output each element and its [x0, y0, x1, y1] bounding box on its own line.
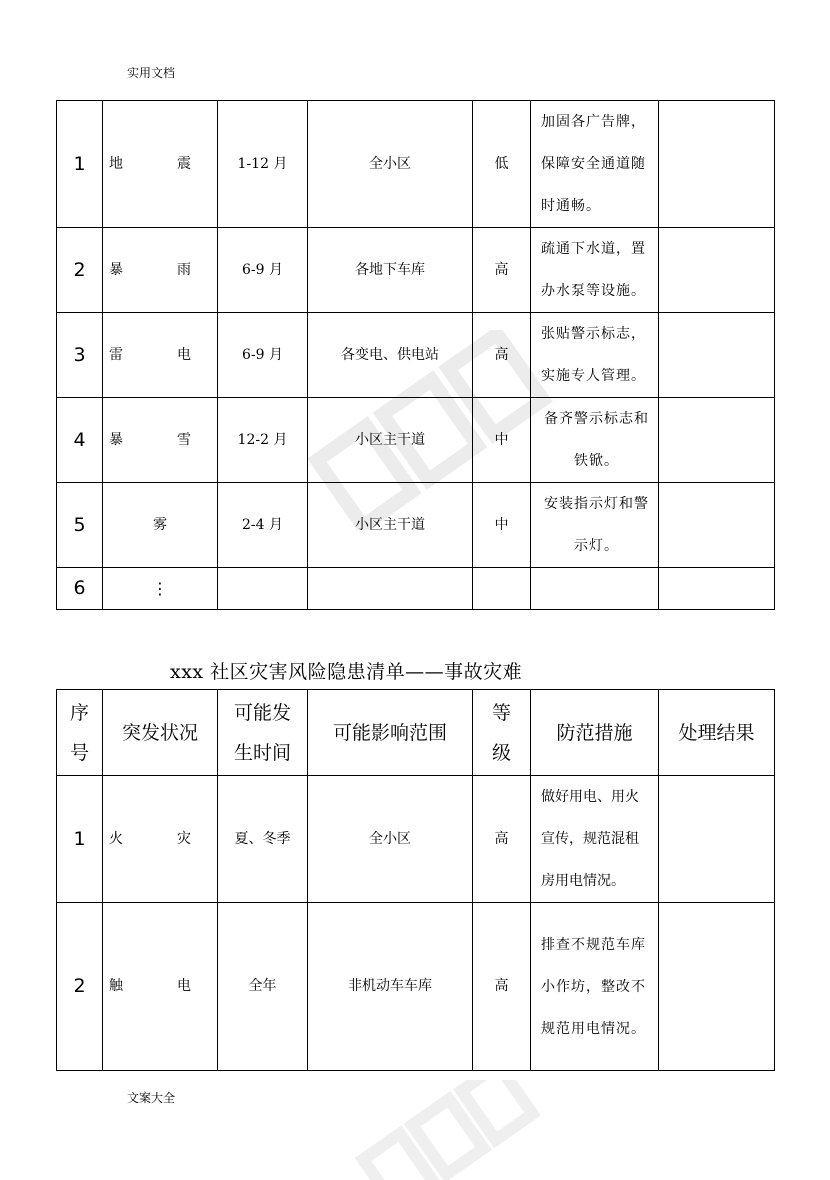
time-cell: 6-9 月 — [218, 228, 308, 313]
scope-cell: 各地下车库 — [308, 228, 473, 313]
time-cell: 1-12 月 — [218, 101, 308, 228]
measure-cell: 安装指示灯和警示灯。 — [531, 483, 659, 568]
table-title: xxx 社区灾害风险隐患清单——事故灾难 — [170, 661, 523, 683]
level-cell: 低 — [473, 101, 531, 228]
event-cell: 雾 — [103, 483, 218, 568]
event-cell: 触 电 — [103, 903, 218, 1071]
row-number: 5 — [57, 483, 103, 568]
result-cell — [659, 101, 775, 228]
scope-cell: 全小区 — [308, 101, 473, 228]
measure-cell: 张贴警示标志，实施专人管理。 — [531, 313, 659, 398]
watermark-logo — [340, 1080, 540, 1180]
result-cell — [659, 903, 775, 1071]
table-row — [57, 101, 775, 228]
scope-cell: 小区主干道 — [308, 398, 473, 483]
table-row — [57, 776, 775, 903]
row-number: 3 — [57, 313, 103, 398]
result-cell — [659, 483, 775, 568]
row-number: 1 — [57, 776, 103, 903]
time-cell: 6-9 月 — [218, 313, 308, 398]
row-number: 6 — [57, 568, 103, 610]
event-cell: 火 灾 — [103, 776, 218, 903]
scope-cell — [308, 568, 473, 610]
page-header: 实用文档 — [127, 66, 176, 80]
scope-cell: 非机动车车库 — [308, 903, 473, 1071]
result-cell — [659, 776, 775, 903]
measure-cell: 疏通下水道，置办水泵等设施。 — [531, 228, 659, 313]
measure-cell: 加固各广告牌，保障安全通道随时通畅。 — [531, 101, 659, 228]
result-cell — [659, 228, 775, 313]
level-cell: 高 — [473, 776, 531, 903]
level-cell: 高 — [473, 903, 531, 1071]
row-number: 2 — [57, 903, 103, 1071]
table-row — [57, 568, 775, 610]
measure-cell: 做好用电、用火宣传，规范混租房用电情况。 — [531, 776, 659, 903]
event-cell: ⋮ — [103, 568, 218, 610]
row-number: 1 — [57, 101, 103, 228]
hazard-table-natural — [56, 100, 775, 610]
measure-cell: 排查不规范车库小作坊，整改不规范用电情况。 — [531, 903, 659, 1071]
table-row — [57, 903, 775, 1071]
time-cell: 12-2 月 — [218, 398, 308, 483]
time-cell — [218, 568, 308, 610]
event-cell: 雷 电 — [103, 313, 218, 398]
header-time: 可能发生时间 — [218, 690, 308, 776]
time-cell: 夏、冬季 — [218, 776, 308, 903]
table-row — [57, 483, 775, 568]
level-cell: 高 — [473, 313, 531, 398]
header-row — [57, 690, 775, 776]
time-cell: 全年 — [218, 903, 308, 1071]
page-footer: 文案大全 — [127, 1091, 176, 1105]
level-cell: 中 — [473, 483, 531, 568]
result-cell — [659, 568, 775, 610]
row-number: 2 — [57, 228, 103, 313]
level-cell — [473, 568, 531, 610]
result-cell — [659, 398, 775, 483]
level-cell: 中 — [473, 398, 531, 483]
header-scope: 可能影响范围 — [308, 690, 473, 776]
level-cell: 高 — [473, 228, 531, 313]
table-row — [57, 398, 775, 483]
event-cell: 暴 雪 — [103, 398, 218, 483]
scope-cell: 小区主干道 — [308, 483, 473, 568]
event-cell: 暴 雨 — [103, 228, 218, 313]
header-event: 突发状况 — [103, 690, 218, 776]
row-number: 4 — [57, 398, 103, 483]
header-result: 处理结果 — [659, 690, 775, 776]
scope-cell: 全小区 — [308, 776, 473, 903]
result-cell — [659, 313, 775, 398]
measure-cell — [531, 568, 659, 610]
event-cell: 地 震 — [103, 101, 218, 228]
measure-cell: 备齐警示标志和铁锨。 — [531, 398, 659, 483]
scope-cell: 各变电、供电站 — [308, 313, 473, 398]
table-row — [57, 313, 775, 398]
header-no: 序号 — [57, 690, 103, 776]
header-measure: 防范措施 — [531, 690, 659, 776]
hazard-table-accident — [56, 689, 775, 1071]
table-row — [57, 228, 775, 313]
time-cell: 2-4 月 — [218, 483, 308, 568]
header-level: 等级 — [473, 690, 531, 776]
